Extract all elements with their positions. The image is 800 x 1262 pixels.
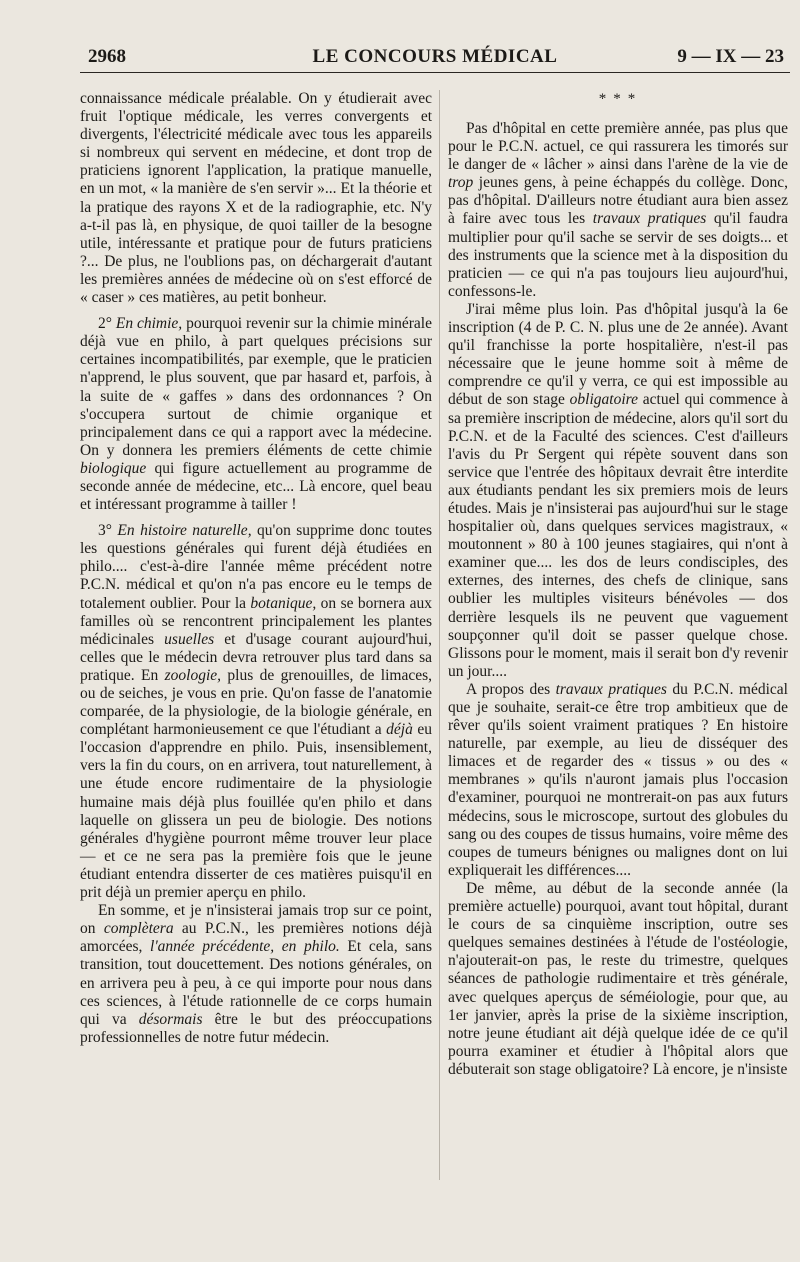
section-separator-stars: * * * [598,91,638,107]
paragraph-second-year: De même, au début de la seconde année (la première actuelle) pourquoi, avant tout hôpital, durant le cours de sa cinquième inscription, outre ses quelques semaines destinées à l'étude de l'ostéologie, n'ajouterait-on pas, le reste du trimestre, quelques séances de pathologie rudimentaire et très générale, avec quelques aperçus de séméiologie, pour que, au 1er janvier, après la prise de la sixième inscription, notre jeune étudiant ait déjà quelque idée de ce qu'il pourra examiner et étudier à l'hôpital alors que débuterait son stage obligatoire? Là encore, je n'insiste [448,879,788,1078]
paragraph-no-hospital: Pas d'hôpital en cette première année, pas plus que pour le P.C.N. actuel, ce qui rassurera les timorés sur le danger de « lâcher » ainsi dans l'arène de la vie de trop jeunes gens, à peine échappés du collège. Donc, pas d'hôpital. D'ailleurs notre étudiant aura bien assez à faire avec tous les travaux pratiques qu'il faudra multiplier pour qu'il sache se servir de ses doigts... et des instruments que la science met à la disposition du praticien — ce qui n'a pas toujours lieu aujourd'hui, confessons-le. [448,120,788,300]
column-divider [439,90,440,1180]
issue-date: 9 — IX — 23 [677,46,784,67]
right-column [448,90,788,1079]
paragraph-natural-history: 3° En histoire naturelle, qu'on supprime donc toutes les questions générales qui furent déjà étudiées en philo.... c'est-à-dire l'année même précédent notre P.C.N. médical et qu'on n'a pas encore eu le temps de totalement oublier. Pour la botanique, on se bornera aux familles où se rencontrent principalement les plantes médicinales usuelles et d'usage courant aujourd'hui, celles que le médecin devra retrouver plus tard dans sa pratique. En zoologie, plus de grenouilles, de limaces, ou de seiches, je vous en prie. Qu'on fasse de l'anatomie comparée, de la physiologie, de la biologie générale, en complétant harmonieusement ce que l'étudiant a déjà eu l'occasion d'apprendre en philo. Puis, insensiblement, vers la fin du cours, on en arrivera, tout naturellement, à une étude encore rudimentaire de la physiologie humaine mais déjà plus fouillée qu'en philo et dans laquelle on glissera un peu de biologie. Des notions générales d'hygiène pourront même trouver leur place — et ce ne sera pas la première fois que le jeune étudiant entendra disserter de ces matières puisqu'il en prit déjà un premier aperçu en philo. [80,522,432,902]
page-header [80,44,790,73]
left-column [80,90,432,1047]
journal-title: LE CONCOURS MÉDICAL [312,46,558,67]
paragraph-summary: En somme, et je n'insisterai jamais trop sur ce point, on complètera au P.C.N., les premières notions déjà amorcées, l'année précédente, en philo. Et cela, sans transition, tout doucettement. Des notions générales, on en arrivera peu à peu, à ce qui importe pour nous dans ces sciences, à l'étude rationnelle de ce corps humain qui va désormais être le but des préoccupations professionnelles de notre futur médecin. [80,902,432,1046]
paragraph-chemistry: 2° En chimie, pourquoi revenir sur la chimie minérale déjà vue en philo, à part quelques précisions sur certaines incompatibilités, par exemple, que le praticien n'apprend, le plus souvent, que par hasard et, parfois, à la suite de « gaffes » dans des ordonnances ? On s'occupera surtout de chimie organique et principalement dans ce qui a rapport avec la médecine. On y donnera les premiers éléments de cette chimie biologique qui figure actuellement au programme de seconde année de médecine, etc... Là encore, quel beau et intéressant programme à tailler ! [80,315,432,514]
paragraph-sixth-inscription: J'irai même plus loin. Pas d'hôpital jusqu'à la 6e inscription (4 de P. C. N. plus une de 2e année). Avant qu'il franchisse la porte hospitalière, n'est-il pas nécessaire que le jeune homme soit à même de comprendre ce qu'il y verra, ce qui est impossible au début de son stage obligatoire actuel qui commence à sa première inscription de médecine, alors qu'il sort du P.C.N. et de la Faculté des sciences. C'est d'ailleurs l'avis du Pr Sergent qui répète souvent dans son service que l'entrée des hôpitaux devrait être interdite aux étudiants pendant les six premiers mois de leurs études. Mais je n'insisterai pas aujourd'hui sur le stage hospitalier où, dans quelques services magistraux, « moutonnent » 80 à 100 jeunes stagiaires, qui n'ont à examiner que.... les dos de leurs condisciples, des externes, des internes, des chefs de clinique, sans oublier les multiples visiteurs bénévoles — dos derrière lesquels ils ne peuvent que vaguement soupçonner qu'il doit se passer quelque chose. Glissons pour le moment, mais il serait bon d'y revenir un jour.... [448,300,788,680]
paragraph-practical-work: A propos des travaux pratiques du P.C.N. médical que je souhaite, serait-ce être trop ambitieux que de rêver qu'ils soient vraiment pratiques ? En histoire naturelle, par exemple, au lieu de disséquer des limaces et de regarder des « tissus » ou des « membranes » qu'ils n'auront jamais plus l'occasion d'examiner, pourquoi ne montrerait-on pas aux futurs médecins, sous le microscope, surtout des globules du sang ou des coupes de tissus humains, voire même des coupes de tumeurs bénignes ou malignes dont on lui expliquerait les différences.... [448,680,788,879]
paragraph: connaissance médicale préalable. On y étudierait avec fruit l'optique médicale, les verres convergents et divergents, l'électricité médicale avec tous les appareils si nombreux qui servent en médecine, et dont trop de praticiens ignorent l'application, la pratique manuelle, en un mot, « la manière de s'en servir »... Et la théorie et la pratique des rayons X et de la radiographie, etc. N'y a-t-il pas là, en physique, de quoi tailler de la besogne utile, intéressante et pratique pour de futurs praticiens ?... De plus, ne l'oublions pas, on déchargerait d'autant les premières années de médecine où on s'est efforcé de « caser » ces matières, au petit bonheur. [80,90,432,307]
page-number: 2968 [88,46,126,67]
